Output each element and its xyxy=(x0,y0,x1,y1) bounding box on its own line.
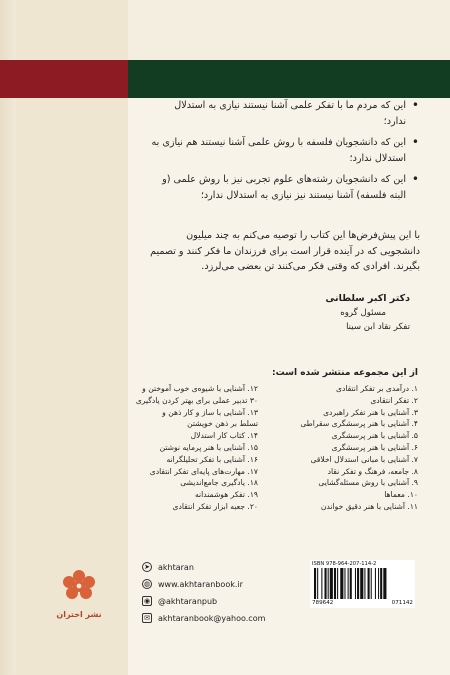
barcode-bar xyxy=(330,568,333,599)
barcode-bar xyxy=(355,568,356,599)
barcode-right-number: 071142 xyxy=(391,600,413,606)
series-item: ۳۰ تدبیر عملی برای بهتر کردن یادگیری xyxy=(135,395,258,405)
barcode-bar xyxy=(375,568,376,599)
series-item: ۹. آشنایی با روش مسئله‌گشایی xyxy=(318,478,418,488)
barcode-bar xyxy=(364,568,365,599)
series-heading: از این مجموعه منتشر شده است: xyxy=(272,368,418,378)
contact-text: www.akhtaranbook.ir xyxy=(158,579,243,589)
series-item: ۱۸. یادگیری جامع‌اندیشی xyxy=(180,478,258,488)
author-name: دکتر اکبر سلطانی xyxy=(325,293,410,304)
series-item: ۱. درآمدی بر تفکر انتقادی xyxy=(336,384,418,393)
contact-text: akhtaranbook@yahoo.com xyxy=(158,613,266,623)
series-item: ۱۰. معماها xyxy=(384,490,418,500)
contact-telegram[interactable] xyxy=(142,560,272,574)
barcode-numbers xyxy=(312,600,413,606)
series-item: ۶. آشنایی با هنر پرسشگری xyxy=(331,442,418,452)
series-list-left xyxy=(135,383,258,513)
barcode-bar xyxy=(321,568,322,599)
publisher-name: نشر اختران xyxy=(56,610,102,619)
barcode-bar xyxy=(360,568,363,599)
red-stripe xyxy=(0,60,128,98)
series-item: ۸. جامعه، فرهنگ و تفکر نقاد xyxy=(327,466,418,476)
barcode-bar xyxy=(334,568,336,599)
bullet-item: • این که دانشجویان فلسفه با روش علمی آشنا نیستند هم نیازی به استدلال ندارد؛ xyxy=(150,135,406,166)
barcode-left-number: 789642 xyxy=(312,600,334,606)
barcode-bar xyxy=(344,568,345,599)
bullet-item: • این که مردم ما با تفکر علمی آشنا نیستند نیازی به استدلال ندارد؛ xyxy=(150,98,406,129)
instagram-icon: ◉ xyxy=(143,596,151,605)
barcode-bar xyxy=(348,568,349,599)
barcode-bar xyxy=(340,568,343,599)
green-stripe xyxy=(128,60,450,98)
barcode-bar xyxy=(314,568,316,599)
barcode-bar xyxy=(350,568,352,599)
author-department: تفکر نقاد ابن سینا xyxy=(346,322,410,332)
author-signature xyxy=(150,292,410,334)
barcode-bar xyxy=(371,568,372,599)
isbn-label: ISBN 978-964-207-114-2 xyxy=(312,561,377,567)
barcode-bar xyxy=(337,568,338,599)
author-role: مسئول گروه xyxy=(340,308,386,318)
series-item: ۳. آشنایی با هنر تفکر راهبردی xyxy=(323,407,418,417)
contact-instagram[interactable] xyxy=(142,594,272,608)
series-item: ۱۷. مهارت‌های پایه‌ای تفکر انتقادی xyxy=(149,466,258,476)
barcode-bar xyxy=(368,568,370,599)
series-item: ۷. آشنایی با مبانی استدلال اخلاقی xyxy=(310,454,418,464)
email-icon: ✉ xyxy=(142,613,152,623)
contact-list xyxy=(142,560,272,628)
series-item: ۱۶. آشنایی با تفکر تحلیلگرانه xyxy=(166,454,258,464)
series-item: ۱۳. آشنایی با ساز و کار ذهن و تسلط بر ذهن خویشتن xyxy=(162,407,258,429)
barcode-bar xyxy=(325,568,327,599)
series-item: ۴. آشنایی با هنر پرسشگری سقراطی xyxy=(300,419,418,429)
spine-edge xyxy=(0,0,16,675)
series-list-right xyxy=(262,383,418,513)
publisher-logo-icon xyxy=(60,568,98,606)
series-item: ۱۵. آشنایی با هنر پرمایه نوشتن xyxy=(159,442,258,452)
series-item: ۱۹. تفکر هوشمندانه xyxy=(194,490,258,500)
bullet-item: • این که دانشجویان رشته‌های علوم تجربی نیز با روش علمی (و البته فلسفه) آشنا نیستند نیز نیازی به استدلال ندارد؛ xyxy=(150,172,406,203)
bullet-list xyxy=(150,98,420,209)
barcode-bar xyxy=(317,568,318,599)
barcode-bar xyxy=(383,568,386,599)
barcode-bar xyxy=(380,568,382,599)
contact-text: akhtaran xyxy=(158,562,194,572)
contact-email[interactable] xyxy=(142,611,272,625)
series-item: ۲۰. جعبه ابزار تفکر انتقادی xyxy=(172,501,258,511)
barcode-bar xyxy=(357,568,359,599)
barcode-bar xyxy=(378,568,379,599)
contact-text: @akhtaranpub xyxy=(158,596,218,606)
series-item: ۵. آشنایی با هنر پرسشگری xyxy=(331,431,418,441)
recommendation-paragraph: با این پیش‌فرض‌ها این کتاب را توصیه می‌کنم به چند میلیون دانشجویی که در آینده قرار است برای فرزندان ما فکر کنند و تصمیم بگیرند. افرادی که وقتی فکر می‌کنند تن بعضی می‌لرزد. xyxy=(150,230,420,272)
series-item: ۲. تفکر انتقادی xyxy=(370,395,418,405)
telegram-icon: ➤ xyxy=(142,562,152,572)
series-item: ۱۴. کتاب کار استدلال xyxy=(190,431,258,441)
series-item: ۱۲. آشنایی با شیوه‌ی خوب آموختن و xyxy=(142,384,258,393)
contact-website[interactable] xyxy=(142,577,272,591)
series-item: ۱۱. آشنایی با هنر دقیق خواندن xyxy=(320,501,418,511)
barcode-bar xyxy=(328,568,329,599)
globe-icon: ◍ xyxy=(143,579,151,588)
